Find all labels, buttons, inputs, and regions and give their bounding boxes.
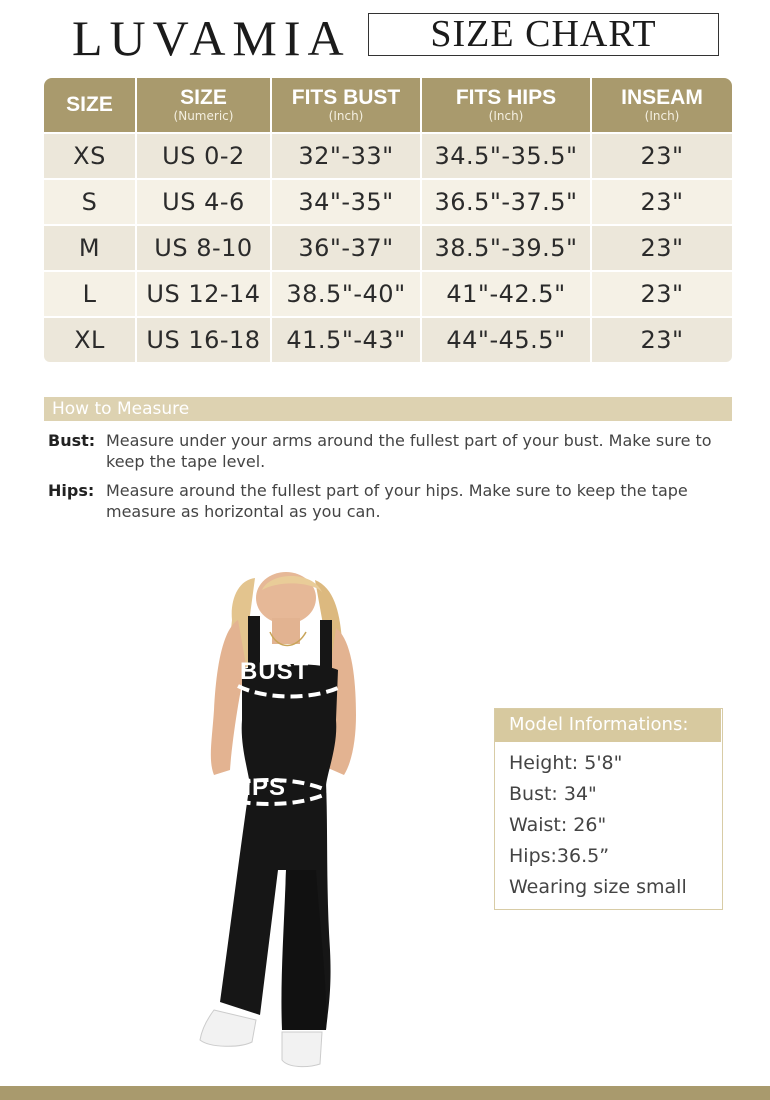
cell-inseam: 23" [640, 234, 684, 262]
cell-numeric: US 12-14 [137, 272, 272, 316]
size-table [44, 78, 732, 368]
table-row [44, 316, 732, 362]
how-to-measure-header [44, 397, 732, 421]
cell-numeric: US 4-6 [137, 180, 272, 224]
cell-bust: 41.5"-43" [272, 318, 422, 362]
measure-text: Measure under your arms around the fullest part of your bust. Make sure to keep the tape level. [106, 431, 712, 471]
cell-size: S [44, 180, 137, 224]
size-chart-title: SIZE CHART [368, 13, 719, 56]
header-sublabel: (Inch) [328, 109, 364, 123]
cell-numeric: US 0-2 [137, 134, 272, 178]
header-fits-hips [422, 78, 592, 132]
model-bust: Bust: 34" [509, 783, 597, 805]
cell-hips: 34.5"-35.5" [422, 134, 592, 178]
model-size-worn: Wearing size small [509, 876, 687, 898]
header-label: FITS BUST [291, 86, 401, 109]
table-header-row [44, 78, 732, 132]
cell-size: XL [44, 318, 137, 362]
cell-hips: 38.5"-39.5" [422, 226, 592, 270]
header-fits-bust [272, 78, 422, 132]
measure-label: Hips: [48, 481, 95, 500]
cell-bust: 32"-33" [272, 134, 422, 178]
cell-hips: 36.5"-37.5" [422, 180, 592, 224]
measure-label: Bust: [48, 431, 96, 450]
header-size-numeric [137, 78, 272, 132]
header-sublabel: (Inch) [488, 109, 524, 123]
cell-bust: 36"-37" [272, 226, 422, 270]
model-height: Height: 5'8" [509, 752, 623, 774]
hips-label: HIPS [226, 774, 287, 801]
cell-size: L [44, 272, 137, 316]
header-inseam [592, 78, 732, 132]
header-label: SIZE [180, 86, 227, 109]
cell-hips: 41"-42.5" [422, 272, 592, 316]
cell-hips: 44"-45.5" [422, 318, 592, 362]
table-row [44, 224, 732, 270]
cell-inseam: 23" [640, 280, 684, 308]
model-photo [90, 570, 390, 1085]
bust-label: BUST [240, 658, 310, 685]
cell-numeric: US 8-10 [137, 226, 272, 270]
cell-inseam: 23" [640, 142, 684, 170]
model-waist: Waist: 26" [509, 814, 607, 836]
cell-inseam: 23" [640, 326, 684, 354]
header-sublabel: (Inch) [644, 109, 680, 123]
footer-bar [0, 1086, 770, 1100]
cell-numeric: US 16-18 [137, 318, 272, 362]
measure-text: Measure around the fullest part of your hips. Make sure to keep the tape measure as horizontal as you can. [106, 481, 688, 521]
table-row [44, 132, 732, 178]
header-label: INSEAM [621, 86, 703, 109]
cell-inseam: 23" [640, 188, 684, 216]
cell-bust: 34"-35" [272, 180, 422, 224]
how-to-measure-title: How to Measure [52, 399, 190, 419]
model-info-title: Model Informations: [495, 709, 721, 742]
header-label: FITS HIPS [455, 86, 557, 109]
header-label: SIZE [66, 93, 113, 116]
brand-logo: LUVAMIA [72, 10, 351, 66]
table-row [44, 270, 732, 316]
cell-size: M [44, 226, 137, 270]
cell-size: XS [44, 134, 137, 178]
model-hips: Hips:36.5” [509, 845, 610, 867]
cell-bust: 38.5"-40" [272, 272, 422, 316]
header-sublabel: (Numeric) [173, 109, 234, 123]
table-row [44, 178, 732, 224]
header-size [44, 78, 137, 132]
model-info-box [494, 708, 723, 910]
